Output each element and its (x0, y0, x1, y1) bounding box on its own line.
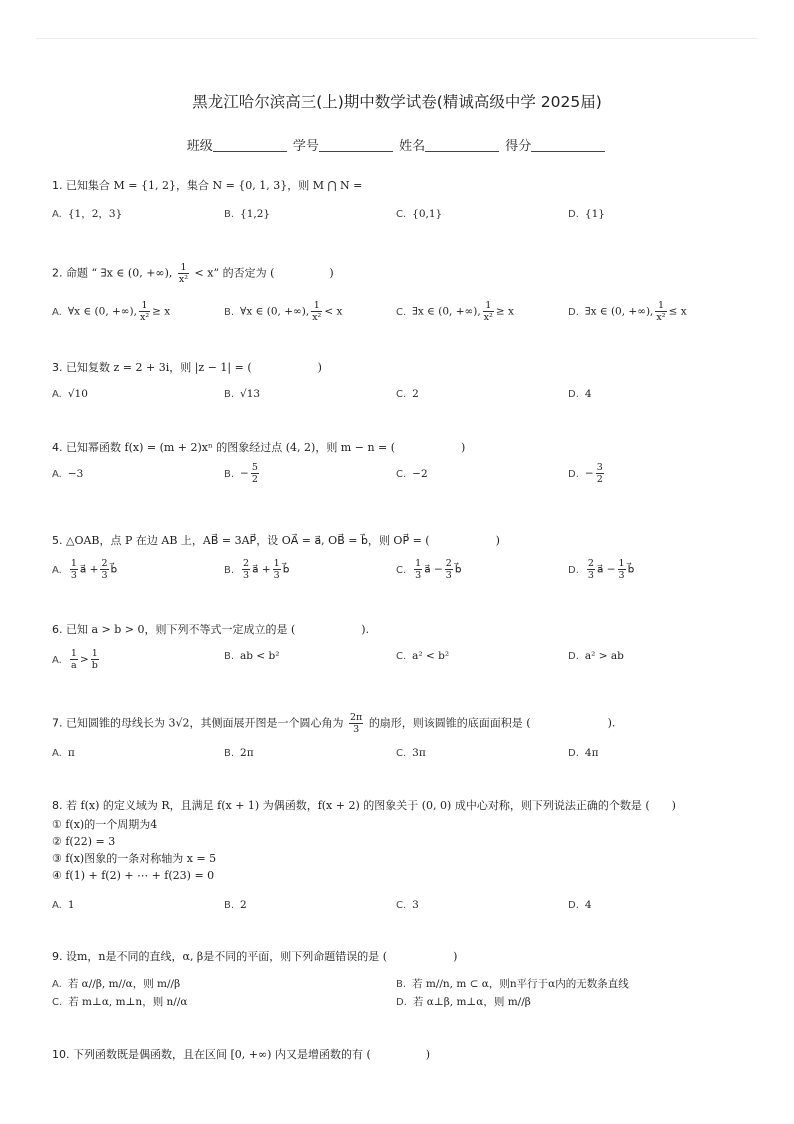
q6-option-c (396, 648, 449, 665)
denominator: a (71, 660, 77, 671)
q7-option-a (52, 745, 75, 762)
denominator: 3 (70, 570, 77, 581)
q3-option-a (52, 386, 88, 403)
question-stem: 已知 a > b > 0，则下列不等式一定成立的是 ( ). (66, 623, 370, 636)
student-info-line (0, 135, 794, 154)
option-label: B. (396, 979, 407, 990)
question-3 (52, 360, 322, 376)
question-stem-part: 命题 “ ∃x ∈ (0, +∞), (66, 266, 173, 280)
option-text: ≥ x (152, 305, 171, 318)
q1-option-b (224, 206, 270, 223)
numerator: 1 (655, 300, 666, 312)
question-number: 4. (52, 441, 63, 454)
option-label: D. (568, 209, 579, 220)
info-label: 姓名 (399, 139, 426, 154)
denominator: 3 (101, 570, 108, 581)
fraction (273, 558, 281, 581)
q7-option-c (396, 745, 426, 762)
question-8 (52, 798, 676, 814)
option-label: D. (568, 900, 579, 911)
fraction (655, 300, 666, 323)
fraction (70, 648, 78, 671)
denominator: x² (483, 312, 493, 323)
option-text: {1，2，3} (67, 208, 123, 220)
info-label: 班级 (186, 139, 213, 154)
option-label: C. (396, 651, 407, 662)
option-label: C. (396, 469, 407, 480)
q6-option-a (52, 648, 101, 671)
q5-option-d (568, 558, 634, 581)
option-label: D. (568, 651, 579, 662)
option-label: B. (224, 389, 235, 400)
q5-option-c (396, 558, 462, 581)
blank-line (213, 139, 287, 152)
fraction (596, 462, 604, 485)
q2-option-c (396, 300, 514, 323)
option-label: B. (224, 564, 235, 576)
option-label: C. (396, 900, 407, 911)
numerator: 1 (415, 558, 422, 569)
option-text: a⃗ − (596, 563, 616, 576)
option-text: 1 (67, 899, 75, 911)
option-label: A. (52, 209, 62, 220)
question-number: 9. (52, 950, 63, 963)
blank-line (531, 139, 605, 152)
question-4 (52, 440, 465, 456)
q8-option-c (396, 897, 419, 914)
q8-option-d (568, 897, 592, 914)
option-text: b⃗ (627, 563, 635, 576)
denominator: x² (312, 312, 322, 323)
question-stem-part: < x” 的否定为 ( ) (194, 266, 334, 280)
option-label: A. (52, 564, 62, 576)
question-1 (52, 178, 362, 194)
q1-option-d (568, 206, 605, 223)
option-text: a² > ab (584, 650, 624, 662)
fraction (618, 558, 626, 581)
question-stem: △OAB，点 P 在边 AB 上，AB⃗ = 3AP⃗，设 OA⃗ = a⃗, OB⃗ = b⃗，则 OP⃗ = ( ) (66, 534, 500, 547)
option-text: ∀x ∈ (0, +∞), (240, 305, 310, 318)
fraction (242, 558, 250, 581)
fraction (251, 462, 259, 485)
option-label: D. (568, 468, 579, 480)
question-stem: 下列函数既是偶函数，且在区间 [0, +∞) 内又是增函数的有 ( ) (73, 1048, 431, 1061)
question-7 (52, 712, 615, 735)
denominator: 3 (445, 570, 452, 581)
question-stem: 已知集合 M = {1, 2}，集合 N = {0, 1, 3}，则 M ⋂ N = (66, 179, 363, 192)
question-stem: 已知幂函数 f(x) = (m + 2)xⁿ 的图象经过点 (4, 2)，则 m − n = ( ) (66, 441, 466, 454)
option-label: A. (52, 469, 62, 480)
statement: ④ f(1) + f(2) + ⋯ + f(23) = 0 (52, 869, 215, 882)
q4-option-a (52, 466, 83, 483)
numerator: 1 (139, 300, 150, 312)
q9-option-a (52, 976, 180, 993)
q9-option-d (396, 994, 531, 1011)
q8-option-b (224, 897, 247, 914)
option-text: 4 (584, 899, 592, 911)
option-text: < x (324, 305, 343, 318)
denominator: 3 (243, 570, 250, 581)
q6-option-b (224, 648, 279, 665)
option-label: A. (52, 979, 62, 990)
q7-option-d (568, 745, 598, 762)
option-text: 2π (240, 747, 254, 759)
denominator: b (91, 660, 98, 671)
question-stem: 设m，n是不同的直线，α, β是不同的平面，则下列命题错误的是 ( ) (66, 950, 458, 963)
option-text: 若 m//n, m ⊂ α，则n平行于α内的无数条直线 (412, 978, 629, 990)
option-text: a⃗ + (79, 563, 99, 576)
option-text: − (584, 467, 594, 480)
option-label: A. (52, 900, 62, 911)
option-label: A. (52, 748, 62, 759)
option-text: b⃗ (454, 563, 462, 576)
option-label: C. (396, 209, 407, 220)
option-text: 若 α//β, m//α，则 m//β (67, 978, 181, 990)
option-label: A. (52, 654, 62, 666)
fraction (414, 558, 422, 581)
q7-option-b (224, 745, 254, 762)
numerator: 1 (70, 558, 77, 569)
question-stem: 已知复数 z = 2 + 3i，则 |z − 1| = ( ) (66, 361, 322, 374)
q2-option-a (52, 300, 170, 323)
question-6 (52, 622, 369, 638)
question-number: 8. (52, 799, 63, 812)
question-number: 1. (52, 179, 63, 192)
q3-option-d (568, 386, 592, 403)
option-label: D. (568, 389, 579, 400)
question-stem-part: 已知圆锥的母线长为 3√2，其侧面展开图是一个圆心角为 (66, 716, 344, 730)
option-label: D. (568, 564, 579, 576)
page-title: 黑龙江哈尔滨高三(上)期中数学试卷(精诚高级中学 2025届) (192, 93, 602, 111)
option-text: π (67, 747, 75, 759)
numerator: 2 (243, 558, 250, 569)
option-label: B. (224, 468, 235, 480)
option-label: D. (396, 997, 407, 1008)
denominator: 2 (596, 474, 603, 485)
numerator: 5 (251, 462, 258, 473)
q2-option-b (224, 300, 342, 323)
fraction (178, 262, 189, 285)
fraction (349, 712, 363, 735)
question-number: 10. (52, 1048, 70, 1061)
fraction (445, 558, 453, 581)
numerator: 1 (70, 648, 77, 659)
option-label: D. (568, 306, 579, 318)
option-text: b⃗ (110, 563, 118, 576)
denominator: 3 (415, 570, 422, 581)
q3-option-b (224, 386, 260, 403)
question-5 (52, 533, 500, 549)
info-field-score (505, 135, 607, 154)
option-text: ab < b² (240, 650, 280, 662)
numerator: 2π (350, 712, 363, 723)
fraction (91, 648, 99, 671)
numerator: 2 (101, 558, 108, 569)
question-number: 6. (52, 623, 63, 636)
q2-option-d (568, 300, 687, 323)
question-number: 2. (52, 266, 63, 280)
q4-option-b (224, 462, 261, 485)
option-text: {1} (584, 208, 605, 220)
option-text: a⃗ + (252, 563, 271, 576)
option-label: B. (224, 306, 235, 318)
numerator: 1 (91, 648, 98, 659)
fraction (311, 300, 322, 323)
option-label: B. (224, 748, 235, 759)
denominator: x² (139, 312, 150, 323)
info-field-name (399, 135, 501, 154)
option-label: A. (52, 306, 62, 318)
q3-option-c (396, 386, 419, 403)
denominator: x² (178, 274, 189, 285)
blank-line (319, 139, 393, 152)
option-label: D. (568, 748, 579, 759)
option-text: 2 (240, 899, 247, 911)
option-text: 若 α⊥β, m⊥α，则 m//β (412, 996, 531, 1008)
info-label: 得分 (505, 139, 532, 154)
numerator: 3 (596, 462, 603, 473)
blank-line (425, 139, 499, 152)
option-text: 3 (412, 899, 419, 911)
q9-option-b (396, 976, 629, 993)
fraction (100, 558, 108, 581)
question-number: 7. (52, 716, 63, 730)
q8-option-a (52, 897, 75, 914)
q4-option-d (568, 462, 606, 485)
q1-option-a (52, 206, 122, 223)
q6-option-d (568, 648, 624, 665)
denominator: 2 (251, 474, 258, 485)
denominator: 3 (618, 570, 625, 581)
q5-option-b (224, 558, 289, 581)
option-text: 2 (412, 388, 419, 400)
option-text: √13 (240, 388, 261, 400)
numerator: 2 (587, 558, 594, 569)
option-text: b⃗ (282, 563, 290, 576)
option-label: B. (224, 900, 235, 911)
numerator: 1 (311, 300, 322, 312)
statement: ③ f(x)图象的一条对称轴为 x = 5 (52, 852, 217, 865)
info-label: 学号 (292, 139, 319, 154)
q5-option-a (52, 558, 117, 581)
option-text: ∃x ∈ (0, +∞), (584, 305, 654, 318)
numerator: 1 (618, 558, 625, 569)
numerator: 1 (178, 262, 189, 274)
question-stem-part: 的扇形，则该圆锥的底面面积是 ( ). (368, 716, 616, 730)
option-text: − (240, 467, 249, 480)
fraction (139, 300, 150, 323)
option-text: a⃗ − (424, 563, 443, 576)
question-2 (52, 262, 334, 285)
info-field-id (293, 135, 395, 154)
statement: ① f(x)的一个周期为4 (52, 818, 158, 831)
info-field-class (187, 135, 289, 154)
top-divider (36, 38, 758, 39)
numerator: 1 (273, 558, 280, 569)
option-label: B. (224, 209, 235, 220)
denominator: 3 (353, 724, 360, 735)
option-text: ≥ x (495, 305, 514, 318)
numerator: 2 (445, 558, 452, 569)
question-stem: 若 f(x) 的定义域为 R，且满足 f(x + 1) 为偶函数，f(x + 2) 的图象关于 (0, 0) 成中心对称，则下列说法正确的个数是 ( ) (66, 799, 676, 812)
numerator: 1 (483, 300, 494, 312)
option-label: B. (224, 651, 235, 662)
denominator: 3 (273, 570, 280, 581)
question-9 (52, 949, 457, 965)
fraction (483, 300, 494, 323)
option-text: {0,1} (412, 208, 443, 220)
option-text: ≤ x (668, 305, 687, 318)
q9-option-c (52, 994, 187, 1011)
option-text: ∀x ∈ (0, +∞), (67, 305, 137, 318)
option-text: 4 (584, 388, 592, 400)
option-text: √10 (67, 388, 88, 400)
option-text: a² < b² (412, 650, 450, 662)
option-text: 3π (412, 747, 426, 759)
option-text: −2 (412, 468, 428, 480)
q8-statements (52, 816, 216, 884)
option-label: C. (52, 997, 63, 1008)
option-label: A. (52, 389, 62, 400)
denominator: 3 (587, 570, 594, 581)
option-text: > (79, 653, 89, 666)
q4-option-c (396, 466, 428, 483)
denominator: x² (656, 312, 666, 323)
option-text: ∃x ∈ (0, +∞), (412, 305, 481, 318)
option-text: {1,2} (240, 208, 271, 220)
option-text: 4π (584, 747, 599, 759)
option-label: C. (396, 306, 407, 318)
fraction (70, 558, 78, 581)
option-text: 若 m⊥α, m⊥n，则 n//α (68, 996, 188, 1008)
question-10 (52, 1047, 430, 1063)
statement: ② f(22) = 3 (52, 835, 116, 848)
option-label: C. (396, 389, 407, 400)
option-label: C. (396, 564, 407, 576)
option-label: C. (396, 748, 407, 759)
option-text: −3 (67, 468, 84, 480)
fraction (587, 558, 595, 581)
question-number: 3. (52, 361, 63, 374)
q1-option-c (396, 206, 442, 223)
question-number: 5. (52, 534, 63, 547)
